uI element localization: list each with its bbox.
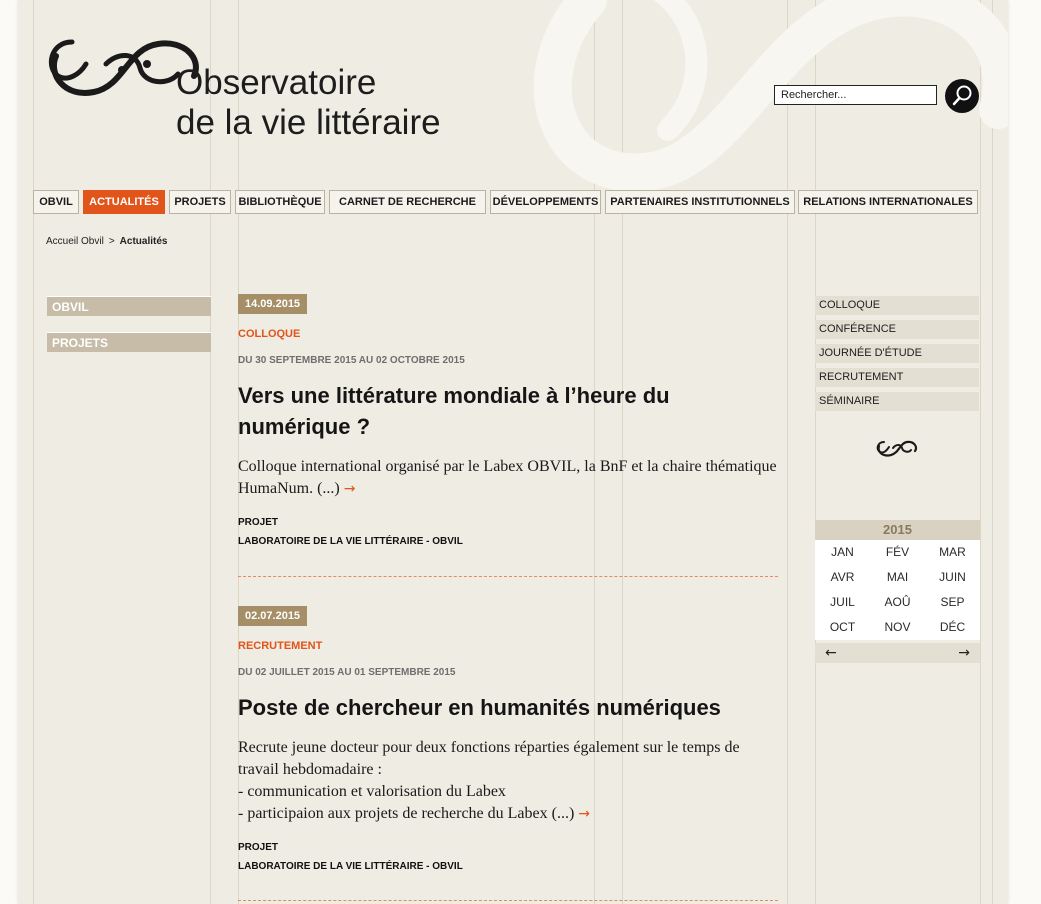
site-subtitle: de la vie littéraire (176, 103, 441, 142)
magnifier-icon (945, 79, 979, 113)
arrow-left-icon[interactable]: ← (825, 645, 837, 661)
article-project-label: PROJET (238, 517, 279, 528)
article-excerpt (238, 737, 778, 825)
article-project-link[interactable]: LABORATOIRE DE LA VIE LITTÉRAIRE - OBVIL (238, 861, 463, 872)
calendar-month-jan[interactable]: JAN (831, 545, 854, 559)
background-logo-decoration (518, 0, 1008, 220)
calendar-month-dec[interactable]: DÉC (939, 620, 966, 634)
calendar-month-sep[interactable]: SEP (940, 595, 965, 609)
calendar-month-mai[interactable]: MAI (886, 570, 909, 584)
article-date-range: DU 02 JUILLET 2015 AU 01 SEPTEMBRE 2015 (238, 667, 456, 678)
site-title: Observatoire (176, 63, 377, 102)
left-sidebar-item-obvil[interactable]: OBVIL (47, 296, 211, 316)
nav-carnet-de-recherche[interactable]: CARNET DE RECHERCHE (329, 190, 486, 214)
article-date-range: DU 30 SEPTEMBRE 2015 AU 02 OCTOBRE 2015 (238, 355, 465, 366)
article-divider (238, 576, 778, 577)
category-link-recrutement[interactable]: RECRUTEMENT (815, 368, 979, 387)
left-sidebar-item-projets[interactable]: PROJETS (47, 332, 211, 352)
breadcrumb-home-link[interactable]: Accueil Obvil (46, 236, 104, 247)
article-title-link[interactable]: Vers une littérature mondiale à l’heure du numérique ? (238, 383, 670, 439)
calendar-month-oct[interactable]: OCT (829, 620, 856, 634)
calendar-month-mar[interactable]: MAR (939, 545, 966, 559)
nav-developpements[interactable]: DÉVELOPPEMENTS (490, 190, 601, 214)
calendar-month-juil[interactable]: JUIL (830, 595, 855, 609)
news-article (238, 606, 778, 904)
category-link-seminaire[interactable]: SÉMINAIRE (815, 392, 979, 411)
article-category-link[interactable]: COLLOQUE (238, 328, 301, 340)
category-link-colloque[interactable]: COLLOQUE (815, 296, 979, 315)
calendar-year: 2015 (815, 520, 980, 540)
calendar-month-fev[interactable]: FÉV (885, 545, 910, 559)
arrow-right-icon[interactable]: → (958, 645, 970, 661)
news-article (238, 294, 778, 584)
nav-obvil[interactable]: OBVIL (33, 190, 79, 214)
nav-projets[interactable]: PROJETS (169, 190, 231, 214)
breadcrumb-separator: > (108, 236, 115, 247)
nav-relations-internationales[interactable]: RELATIONS INTERNATIONALES (798, 190, 978, 214)
nav-bibliotheque[interactable]: BIBLIOTHÈQUE (235, 190, 325, 214)
article-date-badge: 14.09.2015 (238, 294, 307, 314)
page (18, 0, 1008, 904)
article-project-link[interactable]: LABORATOIRE DE LA VIE LITTÉRAIRE - OBVIL (238, 536, 463, 547)
nav-actualites[interactable]: ACTUALITÉS (83, 190, 165, 214)
arrow-right-icon[interactable]: → (343, 481, 356, 497)
category-link-conference[interactable]: CONFÉRENCE (815, 320, 979, 339)
calendar-navigation (815, 643, 980, 663)
search-input[interactable] (774, 85, 937, 105)
article-divider (238, 900, 778, 901)
search-button[interactable] (945, 79, 979, 113)
guide-line (33, 0, 34, 904)
obvil-mini-logo-icon (876, 439, 918, 457)
article-excerpt (238, 456, 778, 500)
calendar-month-avr[interactable]: AVR (830, 570, 855, 584)
calendar-month-grid (815, 540, 980, 640)
article-excerpt-line: Recrute jeune docteur pour deux fonctions réparties également sur le temps de travail hebdomadaire : (238, 739, 740, 778)
article-category-link[interactable]: RECRUTEMENT (238, 640, 323, 652)
calendar-month-nov[interactable]: NOV (884, 620, 911, 634)
article-excerpt-line: - communication et valorisation du Labex (238, 783, 506, 800)
article-excerpt-text: Colloque international organisé par le Labex OBVIL, la BnF et la chaire thématique HumaNum. (...) (238, 458, 777, 497)
breadcrumb (46, 236, 167, 247)
article-excerpt-line: - participaion aux projets de recherche du Labex (...) (238, 805, 575, 822)
calendar-month-juin[interactable]: JUIN (939, 570, 966, 584)
article-date-badge: 02.07.2015 (238, 606, 307, 626)
breadcrumb-current: Actualités (119, 236, 168, 247)
article-title-link[interactable]: Poste de chercheur en humanités numériques (238, 695, 721, 720)
article-project-label: PROJET (238, 842, 279, 853)
nav-partenaires-institutionnels[interactable]: PARTENAIRES INSTITUTIONNELS (605, 190, 795, 214)
arrow-right-icon[interactable]: → (578, 806, 591, 822)
calendar-month-aou[interactable]: AOÛ (884, 595, 911, 609)
category-link-journee-etude[interactable]: JOURNÉE D'ÉTUDE (815, 344, 979, 363)
